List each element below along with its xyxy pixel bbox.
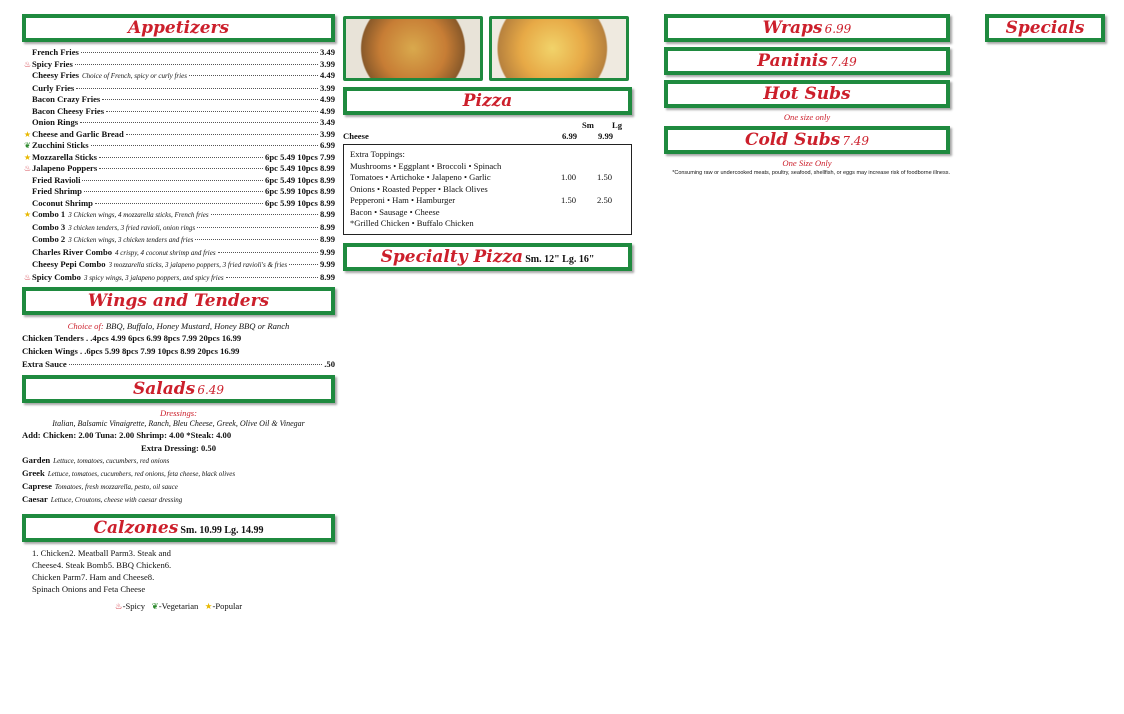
tier2-lg: 2.50 xyxy=(597,195,613,205)
dressings-label: Dressings: xyxy=(160,408,197,418)
menu-item xyxy=(23,271,335,285)
paninis-price: 7.49 xyxy=(830,55,857,69)
item-name: Zucchini Sticks xyxy=(32,140,89,150)
item-desc: Tomatoes, fresh mozzarella, pesto, oil sauce xyxy=(54,483,178,491)
leader-dots xyxy=(189,75,318,76)
star-icon: ★ xyxy=(23,129,32,139)
legend-popular: -Popular xyxy=(212,601,243,611)
item-name: Bacon Crazy Fries xyxy=(32,94,101,104)
coldsubs-header xyxy=(664,126,950,154)
item-name: Spicy Combo xyxy=(32,271,81,282)
calzone-item: 5. BBQ Chicken xyxy=(107,560,165,570)
item-price: 3.99 xyxy=(319,58,335,69)
menu-item xyxy=(32,247,335,260)
item-desc: 3 mozzarella sticks, 3 jalapeno poppers, 3 fried ravioli's & fries xyxy=(108,261,288,269)
item-name: Cheese and Garlic Bread xyxy=(32,128,124,139)
size-lg: Lg xyxy=(611,120,622,130)
leader-dots xyxy=(197,227,318,228)
menu-item xyxy=(32,83,335,95)
item-desc: 3 spicy wings, 3 jalapeno poppers, and spicy fries xyxy=(83,273,224,282)
wings-title: Wings and Tenders xyxy=(87,291,270,311)
item-desc: 4 crispy, 4 coconut shrimp and fries xyxy=(115,248,216,257)
toppings-label: Extra Toppings: xyxy=(350,149,405,159)
pepper-icon: ♨ xyxy=(23,59,32,69)
item-price: 9.99 xyxy=(319,259,335,269)
item-price: 4.99 xyxy=(319,94,335,104)
calzones-left xyxy=(32,547,181,595)
toppings-3: Onions • Roasted Pepper • Black Olives xyxy=(350,183,488,194)
appetizers-header xyxy=(22,14,335,42)
pepper-icon: ♨ xyxy=(23,272,32,282)
item-price: 6pc 5.99 10pcs 8.99 xyxy=(265,186,335,196)
item-price: 6pc 5.49 10pcs 8.99 xyxy=(265,174,335,185)
menu-item xyxy=(23,209,335,222)
item-price: 8.99 xyxy=(319,271,335,282)
menu-item xyxy=(23,163,335,175)
toppings-box xyxy=(343,144,632,235)
item-name: Combo 1 xyxy=(32,209,66,219)
item-name: French Fries xyxy=(32,47,79,57)
salads-price: 6.49 xyxy=(197,383,225,397)
leader-dots xyxy=(106,111,318,112)
item-price: 6pc 5.49 10pcs 7.99 xyxy=(265,151,335,162)
appetizers-list xyxy=(22,47,335,284)
item-name: Cheesy Pepi Combo xyxy=(32,259,106,269)
tier2-sm: 1.50 xyxy=(561,195,577,205)
menu-item xyxy=(32,175,335,187)
item-name: Combo 2 xyxy=(32,234,66,244)
item-desc: Lettuce, tomatoes, cucumbers, red onions xyxy=(53,457,170,465)
tier1-lg: 1.50 xyxy=(597,172,613,182)
toppings-6: *Grilled Chicken • Buffalo Chicken xyxy=(350,218,474,228)
calzone-item: 6. Chicken Parm xyxy=(32,560,172,582)
salads-title: Salads xyxy=(132,379,196,399)
calzone-item: 7. Ham and Cheese xyxy=(80,572,148,582)
leader-dots xyxy=(99,157,263,158)
salads-list xyxy=(22,454,335,506)
tenders-line: Chicken Tenders . .4pcs 4.99 6pcs 6.99 8pcs 7.99 20pcs 16.99 xyxy=(22,333,242,343)
item-name: Caprese xyxy=(22,481,52,491)
coldsubs-price: 7.49 xyxy=(842,134,870,148)
specialty-sizes: Sm. 12" Lg. 16" xyxy=(525,253,595,265)
leader-dots xyxy=(82,180,263,181)
specials-header xyxy=(985,14,1105,42)
leader-dots xyxy=(211,214,318,215)
column-specials xyxy=(985,14,1105,47)
item-price: 3.99 xyxy=(319,82,335,93)
item-name: Garden xyxy=(22,455,51,465)
calzone-item: 2. Meatball Parm xyxy=(69,548,129,558)
tier1-sm: 1.00 xyxy=(561,172,577,182)
legend-veg: -Vegetarian xyxy=(158,601,199,611)
item-price: 8.99 xyxy=(319,221,335,232)
appetizers-title: Appetizers xyxy=(127,18,230,38)
item-name: Combo 3 xyxy=(32,221,66,232)
salads-header xyxy=(22,375,335,403)
specialty-header xyxy=(343,243,632,271)
column-middle xyxy=(343,87,632,276)
item-price: 6pc 5.99 10pcs 8.99 xyxy=(265,197,335,208)
menu-item xyxy=(32,117,335,129)
wings-choice xyxy=(22,320,335,332)
item-desc: 3 Chicken wings, 3 chicken tenders and fries xyxy=(68,236,194,244)
leader-dots xyxy=(75,64,318,65)
toppings-5: Bacon • Sausage • Cheese xyxy=(350,206,440,217)
item-desc: Lettuce, tomatoes, cucumbers, red onions, feta cheese, black olives xyxy=(47,470,236,478)
leader-dots xyxy=(84,191,263,192)
paninis-header xyxy=(664,47,950,75)
calzone-item: 8. Spinach Onions and Feta Cheese xyxy=(32,572,155,594)
leaf-icon: ❦ xyxy=(151,601,159,611)
item-desc: 3 chicken tenders, 3 fried ravioli, onion rings xyxy=(68,223,196,232)
leader-dots xyxy=(126,134,318,135)
item-price: 3.99 xyxy=(319,128,335,139)
wraps-title: Wraps xyxy=(762,18,823,38)
item-price: 4.99 xyxy=(319,105,335,116)
cheese-label: Cheese xyxy=(343,131,369,141)
calzone-item: 3. Steak and Cheese xyxy=(32,548,171,570)
item-name: Charles River Combo xyxy=(32,246,113,257)
item-name: Jalapeno Poppers xyxy=(32,163,98,173)
leader-dots xyxy=(289,264,318,265)
coldsubs-title: Cold Subs xyxy=(744,130,841,150)
cheese-sm: 6.99 xyxy=(562,131,578,141)
calzones-right xyxy=(187,547,336,595)
item-name: Coconut Shrimp xyxy=(32,197,93,208)
disclaimer: *Consuming raw or undercooked meats, poultry, seafood, shellfish, or eggs may increase risk of foodborne illness. xyxy=(672,170,950,176)
calzones-header xyxy=(22,514,335,542)
menu-item xyxy=(32,47,335,59)
calzones-title: Calzones xyxy=(93,518,179,538)
leader-dots xyxy=(226,277,318,278)
item-name: Spicy Fries xyxy=(32,58,73,69)
item-name: Cheesy Fries xyxy=(32,70,80,80)
item-price: 6pc 5.49 10pcs 8.99 xyxy=(265,163,335,173)
extra-sauce-label: Extra Sauce xyxy=(22,359,67,369)
leaf-icon: ❦ xyxy=(24,141,31,150)
pizza-photo-left xyxy=(343,16,483,81)
menu-item xyxy=(22,493,335,506)
menu-item xyxy=(22,480,335,493)
choice-label: Choice of: xyxy=(67,321,104,331)
coldsubs-size: One Size Only xyxy=(782,158,832,168)
pepper-icon: ♨ xyxy=(23,164,32,173)
item-name: Onion Rings xyxy=(32,117,79,127)
hotsubs-title: Hot Subs xyxy=(763,84,851,104)
leader-dots xyxy=(218,252,318,253)
wraps-price: 6.99 xyxy=(824,22,852,36)
size-sm: Sm xyxy=(582,120,594,130)
star-icon: ★ xyxy=(204,601,213,611)
hotsubs-size: One size only xyxy=(783,112,831,122)
item-name: Curly Fries xyxy=(32,82,75,93)
specialty-title: Specialty Pizza xyxy=(380,246,524,267)
pepper-icon: ♨ xyxy=(114,601,123,611)
menu-item xyxy=(23,58,335,71)
calzones-price: Sm. 10.99 Lg. 14.99 xyxy=(180,525,264,536)
leader-dots xyxy=(81,52,318,53)
item-name: Bacon Cheesy Fries xyxy=(32,105,105,116)
extra-sauce-row xyxy=(22,358,335,371)
legend xyxy=(22,601,335,612)
item-desc: 3 Chicken wings, 4 mozzarella sticks, French fries xyxy=(68,211,209,219)
item-price: 3.49 xyxy=(319,117,335,127)
item-desc: Lettuce, Croutons, cheese with caesar dressing xyxy=(50,496,183,504)
item-name: Mozzarella Sticks xyxy=(32,151,97,162)
wraps-header xyxy=(664,14,950,42)
item-price: 6.99 xyxy=(319,140,335,150)
item-name: Fried Shrimp xyxy=(32,186,82,196)
column-right xyxy=(664,14,950,176)
calzone-item: 1. Chicken xyxy=(32,548,70,558)
paninis-title: Paninis xyxy=(757,51,828,71)
wings-header xyxy=(22,287,335,315)
legend-spicy: -Spicy xyxy=(122,601,146,611)
item-name: Caesar xyxy=(22,494,48,504)
item-name: Greek xyxy=(22,468,45,478)
item-name: Fried Ravioli xyxy=(32,174,81,185)
toppings-2: Tomatoes • Artichoke • Jalapeno • Garlic xyxy=(350,172,491,182)
size-labels xyxy=(343,120,632,130)
calzone-item: 4. Steak Bomb xyxy=(56,560,108,570)
menu-item xyxy=(32,70,335,83)
leader-dots xyxy=(95,203,263,204)
toppings-1: Mushrooms • Eggplant • Broccoli • Spinach xyxy=(350,160,502,171)
calzones-list xyxy=(22,547,335,595)
item-price: 9.99 xyxy=(319,246,335,257)
pizza-photo-right xyxy=(489,16,629,81)
star-icon: ★ xyxy=(23,210,32,219)
leader-dots xyxy=(102,99,318,100)
item-price: 8.99 xyxy=(319,209,335,219)
salads-add: Add: Chicken: 2.00 Tuna: 2.00 Shrimp: 4.00 *Steak: 4.00 xyxy=(22,430,232,440)
cheese-lg: 9.99 xyxy=(598,131,614,141)
menu-item xyxy=(32,94,335,106)
hotsubs-header xyxy=(664,80,950,108)
menu-item xyxy=(23,128,335,141)
leader-dots xyxy=(76,88,318,89)
leader-dots xyxy=(91,145,318,146)
extra-dressing: Extra Dressing: 0.50 xyxy=(140,443,217,453)
pizza-title: Pizza xyxy=(462,91,513,111)
dressings-list: Italian, Balsamic Vinaigrette, Ranch, Bleu Cheese, Greek, Olive Oil & Vinegar xyxy=(52,419,305,428)
menu-item xyxy=(32,106,335,118)
leader-dots xyxy=(99,168,263,169)
wings-line: Chicken Wings . .6pcs 5.99 8pcs 7.99 10pcs 8.99 20pcs 16.99 xyxy=(22,346,240,356)
menu-item xyxy=(22,467,335,480)
column-left xyxy=(22,14,335,612)
item-price: 3.49 xyxy=(319,47,335,57)
item-price: 4.49 xyxy=(319,70,335,80)
menu-item xyxy=(23,151,335,164)
toppings-4: Pepperoni • Ham • Hamburger xyxy=(350,195,456,205)
menu-item xyxy=(32,222,335,235)
pizza-header xyxy=(343,87,632,115)
cheese-row xyxy=(343,130,632,142)
menu-item xyxy=(32,198,335,210)
menu-item xyxy=(24,140,335,152)
menu-item xyxy=(32,234,335,247)
extra-sauce-price: .50 xyxy=(324,359,335,369)
item-desc: Choice of French, spicy or curly fries xyxy=(82,72,187,80)
leader-dots xyxy=(195,239,318,240)
choice-text: BBQ, Buffalo, Honey Mustard, Honey BBQ or Ranch xyxy=(105,321,290,331)
menu-item xyxy=(32,259,335,272)
menu-item xyxy=(22,454,335,467)
item-price: 8.99 xyxy=(319,234,335,244)
menu-item xyxy=(32,186,335,198)
specials-title: Specials xyxy=(1005,18,1085,38)
star-icon: ★ xyxy=(23,152,32,162)
leader-dots xyxy=(80,122,318,123)
